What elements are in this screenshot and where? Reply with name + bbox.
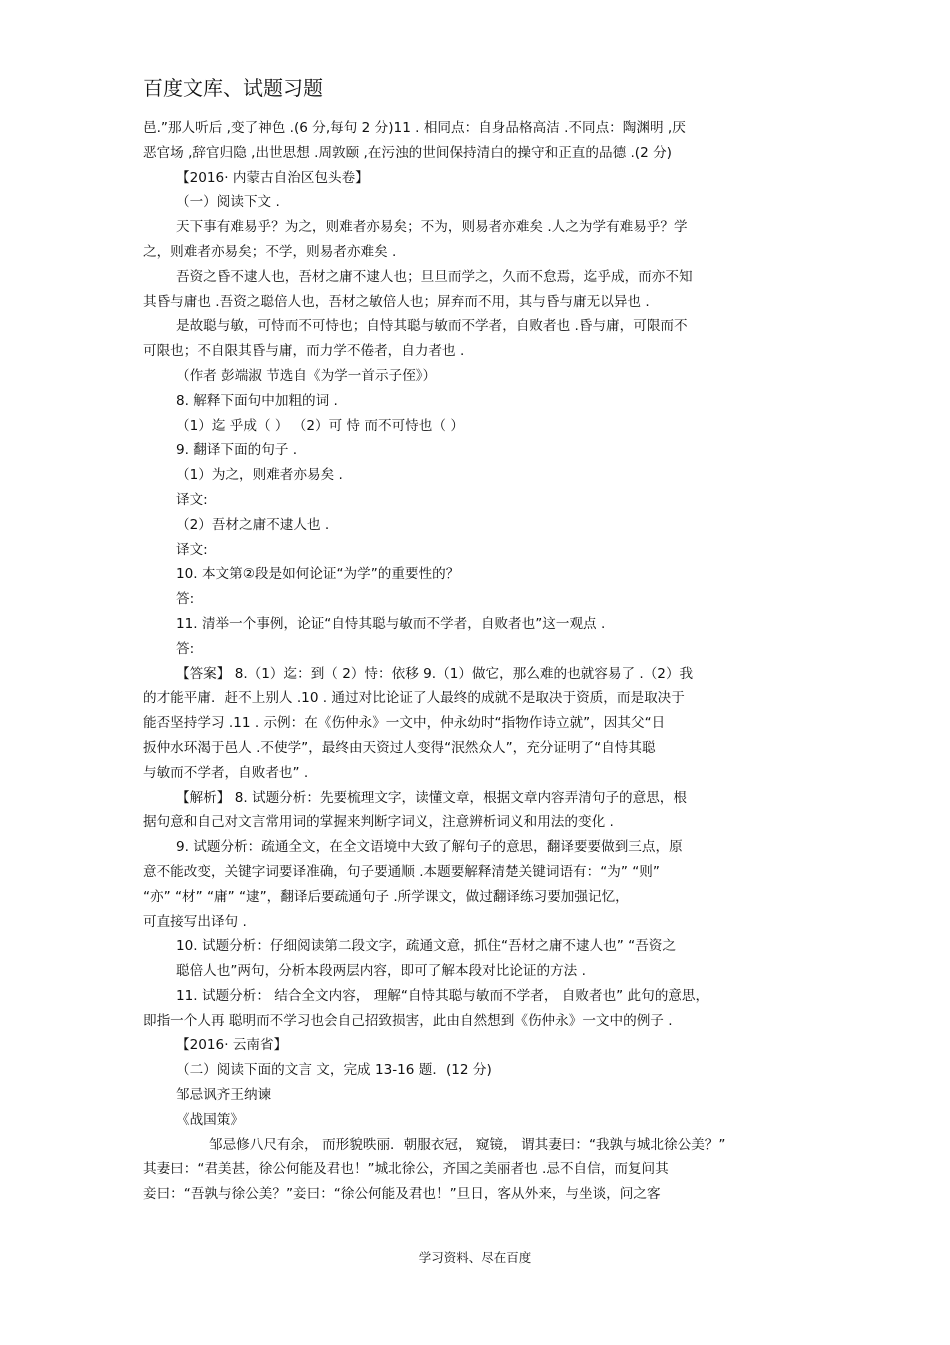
text-line: 能否坚持学习 .11 . 示例：在《伤仲永》一文中，仲永幼时“指物作诗立就”，因其父“日	[143, 715, 666, 732]
text-line: 恶官场 ,辞官归隐 ,出世思想 .周敦颐 ,在污浊的世间保持清白的操守和正直的品德 .(2 分)	[143, 144, 672, 161]
text-line: 10. 试题分析：仔细阅读第二段文字，疏通文意，抓住“吾材之庸不逮人也” “吾资之	[176, 938, 676, 955]
text-line: （一）阅读下文 .	[176, 194, 280, 211]
page-title: 百度文库、试题习题	[143, 76, 323, 100]
text-line: 答:	[176, 640, 195, 657]
text-line: 邹忌修八尺有余， 而形貌昳丽．朝服衣冠， 窥镜， 谓其妻曰：“我孰与城北徐公美？”	[209, 1136, 726, 1153]
text-line: （1）为之，则难者亦易矣 .	[176, 467, 343, 484]
text-line: 10. 本文第②段是如何论证“为学”的重要性的？	[176, 566, 460, 583]
text-line: （1）迄 乎成（ ） （2）可 恃 而不可恃也（ ）	[176, 417, 464, 434]
text-line: 妾曰：“吾孰与徐公美？”妾曰：“徐公何能及君也！”旦日，客从外来，与坐谈，问之客	[143, 1186, 661, 1203]
text-line: 邹忌讽齐王纳谏	[176, 1087, 272, 1104]
text-line: 9. 翻译下面的句子 .	[176, 442, 298, 459]
text-line: 其妻曰：“君美甚，徐公何能及君也！”城北徐公，齐国之美丽者也 .忌不自信，而复问其	[143, 1161, 669, 1178]
text-line: 11. 清举一个事例，论证“自恃其聪与敏而不学者，自败者也”这一观点 .	[176, 615, 606, 632]
text-line: “亦” “材” “庸” “逮”，翻译后要疏通句子 .所学课文，做过翻译练习要加强记忆，	[143, 888, 629, 905]
text-line: 【解析】 8. 试题分析：先要梳理文字，读懂文章，根据文章内容弄清句子的意思，根	[176, 789, 687, 806]
document-body	[143, 116, 803, 1207]
text-line: 吾资之昏不逮人也，吾材之庸不逮人也；旦旦而学之，久而不怠焉，迄乎成，而亦不知	[176, 268, 693, 285]
text-line: 答:	[176, 591, 195, 608]
text-line: 其昏与庸也 .吾资之聪倍人也，吾材之敏倍人也；屏弃而不用，其与昏与庸无以异也 .	[143, 293, 650, 310]
text-line: 意不能改变，关键字词要译准确，句子要通顺 .本题要解释清楚关键词语有：“为” “则”	[143, 863, 660, 880]
text-line: 是故聪与敏，可恃而不可恃也；自恃其聪与敏而不学者，自败者也 .昏与庸，可限而不	[176, 318, 688, 335]
text-line: 【2016· 内蒙古自治区包头卷】	[176, 169, 369, 186]
text-line: 《战国策》	[176, 1111, 244, 1128]
text-line: 【答案】 8.（1）迄：到（ 2）恃：依移 9.（1）做它，那么难的也就容易了 .（2）我	[176, 665, 694, 682]
text-line: 可限也；不自限其昏与庸，而力学不倦者，自力者也 .	[143, 343, 465, 360]
text-line: 9. 试题分析：疏通全文，在全文语境中大致了解句子的意思，翻译要要做到三点，原	[176, 839, 683, 856]
text-line: 11. 试题分析： 结合全文内容， 理解“自恃其聪与敏而不学者， 自败者也” 此句的意思，	[176, 987, 710, 1004]
text-line: 聪倍人也”两句，分析本段两层内容，即可了解本段对比论证的方法 .	[176, 963, 586, 980]
page-footer: 学习资料、尽在百度	[418, 1250, 532, 1265]
text-line: （二）阅读下面的文言 文，完成 13-16 题．(12 分)	[176, 1062, 492, 1079]
text-line: （2）吾材之庸不逮人也 .	[176, 516, 330, 533]
text-line: 扳仲水环渴于邑人 .不使学”，最终由天资过人变得“泯然众人”，充分证明了“自恃其聪	[143, 739, 656, 756]
text-line: 的才能平庸．赶不上别人 .10 . 通过对比论证了人最终的成就不是取决于资质，而是取决于	[143, 690, 685, 707]
text-line: 可直接写出译句 .	[143, 913, 247, 930]
text-line: 之，则难者亦易矣；不学，则易者亦难矣 .	[143, 243, 397, 260]
text-line: 据句意和自己对文言常用词的掌握来判断字词义，注意辨析词义和用法的变化 .	[143, 814, 614, 831]
text-line: 译文:	[176, 541, 208, 558]
text-line: （作者 彭端淑 节选自《为学一首示子侄》）	[176, 367, 437, 384]
text-line: 即指一个人再 聪明而不学习也会自己招致损害，此由自然想到《伤仲永》一文中的例子 .	[143, 1012, 673, 1029]
text-line: 与敏而不学者，自败者也” .	[143, 764, 309, 781]
text-line: 【2016· 云南省】	[176, 1037, 288, 1054]
text-line: 天下事有难易乎？为之，则难者亦易矣；不为，则易者亦难矣 .人之为学有难易乎？学	[176, 219, 688, 236]
text-line: 译文:	[176, 491, 208, 508]
text-line: 8. 解释下面句中加粗的词 .	[176, 392, 338, 409]
text-line: 邑.”那人听后 ,变了神色 .(6 分,每句 2 分)11 . 相同点：自身品格高洁 .不同点：陶渊明 ,厌	[143, 120, 686, 136]
